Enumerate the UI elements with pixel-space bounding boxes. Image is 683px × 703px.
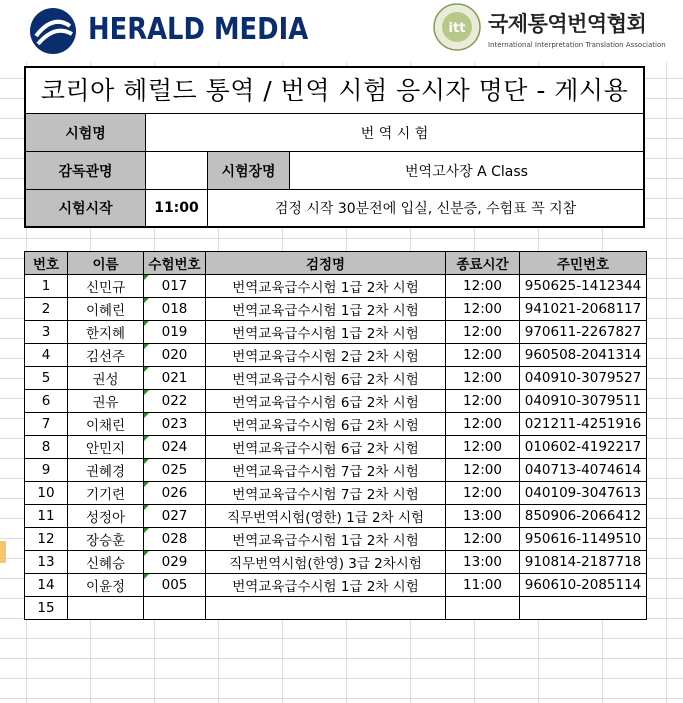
cell-resident-number[interactable]: 010602-4192217 — [520, 436, 647, 459]
cell-name[interactable]: 기기련 — [68, 482, 144, 505]
itt-subtitle: International Interpretation Translation Association — [488, 41, 666, 49]
cell-end-time[interactable]: 13:00 — [446, 551, 520, 574]
cell-test-name[interactable]: 번역교육급수시험 1급 2차 시험 — [206, 298, 446, 321]
table-row — [25, 367, 647, 390]
exam-info-box — [24, 66, 645, 228]
cell-exam-number[interactable]: 005 — [144, 574, 206, 597]
cell-end-time[interactable]: 12:00 — [446, 528, 520, 551]
cell-test-name[interactable]: 번역교육급수시험 1급 2차 시험 — [206, 528, 446, 551]
start-time-label: 시험시작 — [26, 190, 146, 226]
cell-test-name[interactable]: 번역교육급수시험 6급 2차 시험 — [206, 413, 446, 436]
cell-name[interactable]: 권혜경 — [68, 459, 144, 482]
cell-number[interactable]: 4 — [25, 344, 68, 367]
cell-exam-number[interactable]: 029 — [144, 551, 206, 574]
cell-end-time[interactable]: 12:00 — [446, 344, 520, 367]
cell-name[interactable]: 한지혜 — [68, 321, 144, 344]
cell-name[interactable]: 성정아 — [68, 505, 144, 528]
itt-logo — [432, 2, 682, 60]
table-row — [25, 574, 647, 597]
cell-resident-number[interactable]: 960508-2041314 — [520, 344, 647, 367]
cell-end-time[interactable]: 13:00 — [446, 505, 520, 528]
cell-name[interactable]: 이혜린 — [68, 298, 144, 321]
header — [0, 0, 683, 62]
cell-name[interactable]: 이채린 — [68, 413, 144, 436]
cell-exam-number[interactable]: 022 — [144, 390, 206, 413]
cell-end-time[interactable]: 12:00 — [446, 390, 520, 413]
venue-label: 시험장명 — [208, 152, 290, 190]
exam-name-label: 시험명 — [26, 114, 146, 152]
itt-name: 국제통역번역협회 — [488, 12, 647, 36]
table-row — [25, 436, 647, 459]
applicant-table — [24, 251, 647, 620]
table-header-row — [25, 252, 647, 275]
cell-number[interactable]: 7 — [25, 413, 68, 436]
cell-exam-number[interactable]: 025 — [144, 459, 206, 482]
cell-number[interactable]: 10 — [25, 482, 68, 505]
cell-name[interactable]: 신혜승 — [68, 551, 144, 574]
cell-name[interactable]: 김선주 — [68, 344, 144, 367]
itt-seal-text: itt — [448, 21, 466, 36]
cell-test-name[interactable]: 번역교육급수시험 1급 2차 시험 — [206, 275, 446, 298]
cell-exam-number[interactable] — [144, 597, 206, 620]
cell-test-name[interactable]: 직무번역시험(영한) 1급 2차 시험 — [206, 505, 446, 528]
cell-resident-number[interactable]: 040109-3047613 — [520, 482, 647, 505]
table-row — [25, 321, 647, 344]
exam-name-value[interactable]: 번 역 시 험 — [146, 114, 643, 152]
cell-end-time[interactable]: 12:00 — [446, 459, 520, 482]
cell-resident-number[interactable]: 970611-2267827 — [520, 321, 647, 344]
cell-test-name[interactable]: 번역교육급수시험 6급 2차 시험 — [206, 367, 446, 390]
cell-name[interactable]: 이윤정 — [68, 574, 144, 597]
cell-number[interactable]: 11 — [25, 505, 68, 528]
cell-name[interactable]: 권성 — [68, 367, 144, 390]
cell-resident-number[interactable]: 960610-2085114 — [520, 574, 647, 597]
header-name[interactable]: 이름 — [68, 252, 144, 275]
cell-exam-number[interactable]: 018 — [144, 298, 206, 321]
cell-exam-number[interactable]: 024 — [144, 436, 206, 459]
cell-name[interactable]: 안민지 — [68, 436, 144, 459]
selected-row-indicator — [0, 541, 6, 563]
cell-test-name[interactable]: 번역교육급수시험 1급 2차 시험 — [206, 574, 446, 597]
cell-resident-number[interactable]: 040910-3079511 — [520, 390, 647, 413]
venue-value[interactable]: 번역고사장 A Class — [290, 152, 643, 190]
cell-number[interactable]: 8 — [25, 436, 68, 459]
cell-end-time[interactable]: 12:00 — [446, 275, 520, 298]
cell-exam-number[interactable]: 026 — [144, 482, 206, 505]
cell-test-name[interactable]: 번역교육급수시험 6급 2차 시험 — [206, 390, 446, 413]
cell-test-name[interactable]: 직무번역시험(한영) 3급 2차시험 — [206, 551, 446, 574]
table-row — [25, 413, 647, 436]
herald-media-wordmark: HERALD MEDIA — [88, 12, 309, 47]
cell-number[interactable]: 6 — [25, 390, 68, 413]
table-row — [25, 482, 647, 505]
cell-resident-number[interactable]: 040910-3079527 — [520, 367, 647, 390]
cell-resident-number[interactable]: 040713-4074614 — [520, 459, 647, 482]
start-time-value[interactable]: 11:00 — [146, 190, 208, 226]
cell-number[interactable]: 12 — [25, 528, 68, 551]
table-row — [25, 275, 647, 298]
cell-number[interactable]: 15 — [25, 597, 68, 620]
table-row — [25, 505, 647, 528]
cell-exam-number[interactable]: 023 — [144, 413, 206, 436]
cell-resident-number[interactable]: 021211-4251916 — [520, 413, 647, 436]
table-row — [25, 551, 647, 574]
table-body — [25, 275, 647, 620]
header-number[interactable]: 번호 — [25, 252, 68, 275]
cell-end-time[interactable]: 12:00 — [446, 298, 520, 321]
header-test-name[interactable]: 검정명 — [206, 252, 446, 275]
cell-exam-number[interactable]: 028 — [144, 528, 206, 551]
table-row — [25, 390, 647, 413]
cell-number[interactable]: 9 — [25, 459, 68, 482]
cell-resident-number[interactable] — [520, 597, 647, 620]
cell-name[interactable] — [68, 597, 144, 620]
header-end-time[interactable]: 종료시간 — [446, 252, 520, 275]
table-row — [25, 597, 647, 620]
itt-seal-icon — [432, 2, 482, 52]
cell-exam-number[interactable]: 017 — [144, 275, 206, 298]
cell-resident-number[interactable]: 950625-1412344 — [520, 275, 647, 298]
supervisor-label: 감독관명 — [26, 152, 146, 190]
cell-test-name[interactable]: 번역교육급수시험 2급 2차 시험 — [206, 344, 446, 367]
table-row — [25, 344, 647, 367]
cell-test-name[interactable]: 번역교육급수시험 7급 2차 시험 — [206, 482, 446, 505]
cell-name[interactable]: 권유 — [68, 390, 144, 413]
cell-resident-number[interactable]: 941021-2068117 — [520, 298, 647, 321]
header-exam-number[interactable]: 수험번호 — [144, 252, 206, 275]
cell-exam-number[interactable]: 020 — [144, 344, 206, 367]
cell-number[interactable]: 2 — [25, 298, 68, 321]
cell-exam-number[interactable]: 027 — [144, 505, 206, 528]
cell-name[interactable]: 신민규 — [68, 275, 144, 298]
herald-globe-icon — [28, 6, 78, 56]
cell-test-name[interactable]: 번역교육급수시험 1급 2차 시험 — [206, 321, 446, 344]
notice-text[interactable]: 검정 시작 30분전에 입실, 신분증, 수험표 꼭 지참 — [274, 201, 577, 217]
cell-test-name[interactable] — [206, 597, 446, 620]
cell-end-time[interactable]: 12:00 — [446, 321, 520, 344]
cell-resident-number[interactable]: 950616-1149510 — [520, 528, 647, 551]
cell-end-time[interactable]: 12:00 — [446, 482, 520, 505]
table-row — [25, 459, 647, 482]
table-row — [25, 298, 647, 321]
cell-test-name[interactable]: 번역교육급수시험 6급 2차 시험 — [206, 436, 446, 459]
cell-resident-number[interactable]: 850906-2066412 — [520, 505, 647, 528]
page-title: 코리아 헤럴드 통역 / 번역 시험 응시자 명단 - 게시용 — [26, 68, 643, 114]
cell-exam-number[interactable]: 019 — [144, 321, 206, 344]
table-row — [25, 528, 647, 551]
header-resident-number[interactable]: 주민번호 — [520, 252, 647, 275]
cell-exam-number[interactable]: 021 — [144, 367, 206, 390]
cell-number[interactable]: 1 — [25, 275, 68, 298]
cell-number[interactable]: 13 — [25, 551, 68, 574]
cell-number[interactable]: 3 — [25, 321, 68, 344]
cell-end-time[interactable]: 12:00 — [446, 436, 520, 459]
supervisor-value[interactable] — [146, 152, 208, 190]
cell-test-name[interactable]: 번역교육급수시험 7급 2차 시험 — [206, 459, 446, 482]
cell-end-time[interactable] — [446, 597, 520, 620]
cell-number[interactable]: 14 — [25, 574, 68, 597]
cell-resident-number[interactable]: 910814-2187718 — [520, 551, 647, 574]
cell-name[interactable]: 장승훈 — [68, 528, 144, 551]
herald-media-logo — [28, 6, 328, 56]
cell-number[interactable]: 5 — [25, 367, 68, 390]
cell-end-time[interactable]: 11:00 — [446, 574, 520, 597]
cell-end-time[interactable]: 12:00 — [446, 367, 520, 390]
cell-end-time[interactable]: 12:00 — [446, 413, 520, 436]
